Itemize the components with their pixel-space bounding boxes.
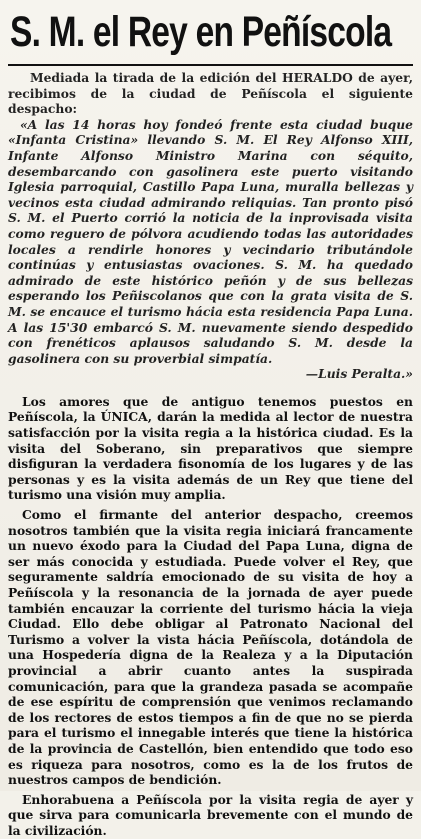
dispatch-paragraph: [8, 117, 413, 382]
headline: S. M. el Rey en Peñíscola: [10, 8, 392, 56]
body-paragraph-2: Como el firmante del anterior despacho, creemos nosotros también que la visita regia iniciará francamente un nuevo éxodo para la Ciudad del Papa Luna, digna de ser más conocida y estudiada. Puede volver el Rey, que seguramente saldría emocionado de su visita de hoy a Peñíscola y la resonancia de la jornada de ayer puede también encauzar la corriente del turismo hácia la vieja Ciudad. Ello debe obligar al Patronato Nacional del Turismo a volver la vista hácia Peñíscola, dotándola de una Hospedería digna de la Realeza y a la Diputación provincial a abrir cuanto antes la suspirada comunicación, para que la grandeza pasada se acompañe de ese espíritu de comprensión que venimos reclamando de los rectores de estos tiempos a fin de que no se pierda para el turismo el innegable interés que tiene la histórica de la provincia de Castellón, bien entendido que todo eso es riqueza para nosotros, como es la de los frutos de nuestros campos de bendición.: [8, 507, 413, 788]
body-paragraph-1: Los amores que de antiguo tenemos puestos en Peñíscola, la ÚNICA, darán la medida al lector de nuestra satisfacción por la visita regia a la histórica ciudad. Es la visita del Soberano, sin preparativos que siempre disfiguran la verdadera fisonomía de los lugares y de las personas y es la visita además de un Rey que tiene del turismo una visión muy amplia.: [8, 393, 413, 503]
dispatch-text: «A las 14 horas hoy fondeó frente esta ciudad buque «Infanta Cristina» llevando S. M. El Rey Alfonso XIII, Infante Alfonso Ministro Marina con séquito, desembarcando con gasolinera este puerto visitando Iglesia parroquial, Castillo Papa Luna, muralla bellezas y vecinos esta ciudad admirando reliquias. Tan pronto pisó S. M. el Puerto corrió la noticia de la inprovisada visita como reguero de pólvora acudiendo todas las autoridades locales a rendirle honores y vecindario tributándole continúas y entusiastas ovaciones. S. M. ha quedado admirado de este histórico peñón y de sus bellezas esperando los Peñiscolanos que con la grata visita de S. M. se encauce el turismo hácia esta residencia Papa Luna. A las 15'30 embarcó S. M. nuevamente siendo despedido con frenéticos aplausos saludando S. M. desde la gasolinera con su proverbial simpatía.: [8, 116, 413, 366]
headline-rule: [8, 64, 413, 66]
dispatch-signature: —Luis Peralta.»: [305, 366, 413, 382]
body-paragraph-3: Enhorabuena a Peñíscola por la visita regia de ayer y que sirva para comunicarla brevemente con el mundo de la civilización.: [8, 791, 413, 838]
section-gap: [8, 382, 413, 390]
intro-paragraph: Mediada la tirada de la edición del HERALDO de ayer, recibimos de la ciudad de Peñíscola el siguiente despacho:: [8, 70, 413, 117]
